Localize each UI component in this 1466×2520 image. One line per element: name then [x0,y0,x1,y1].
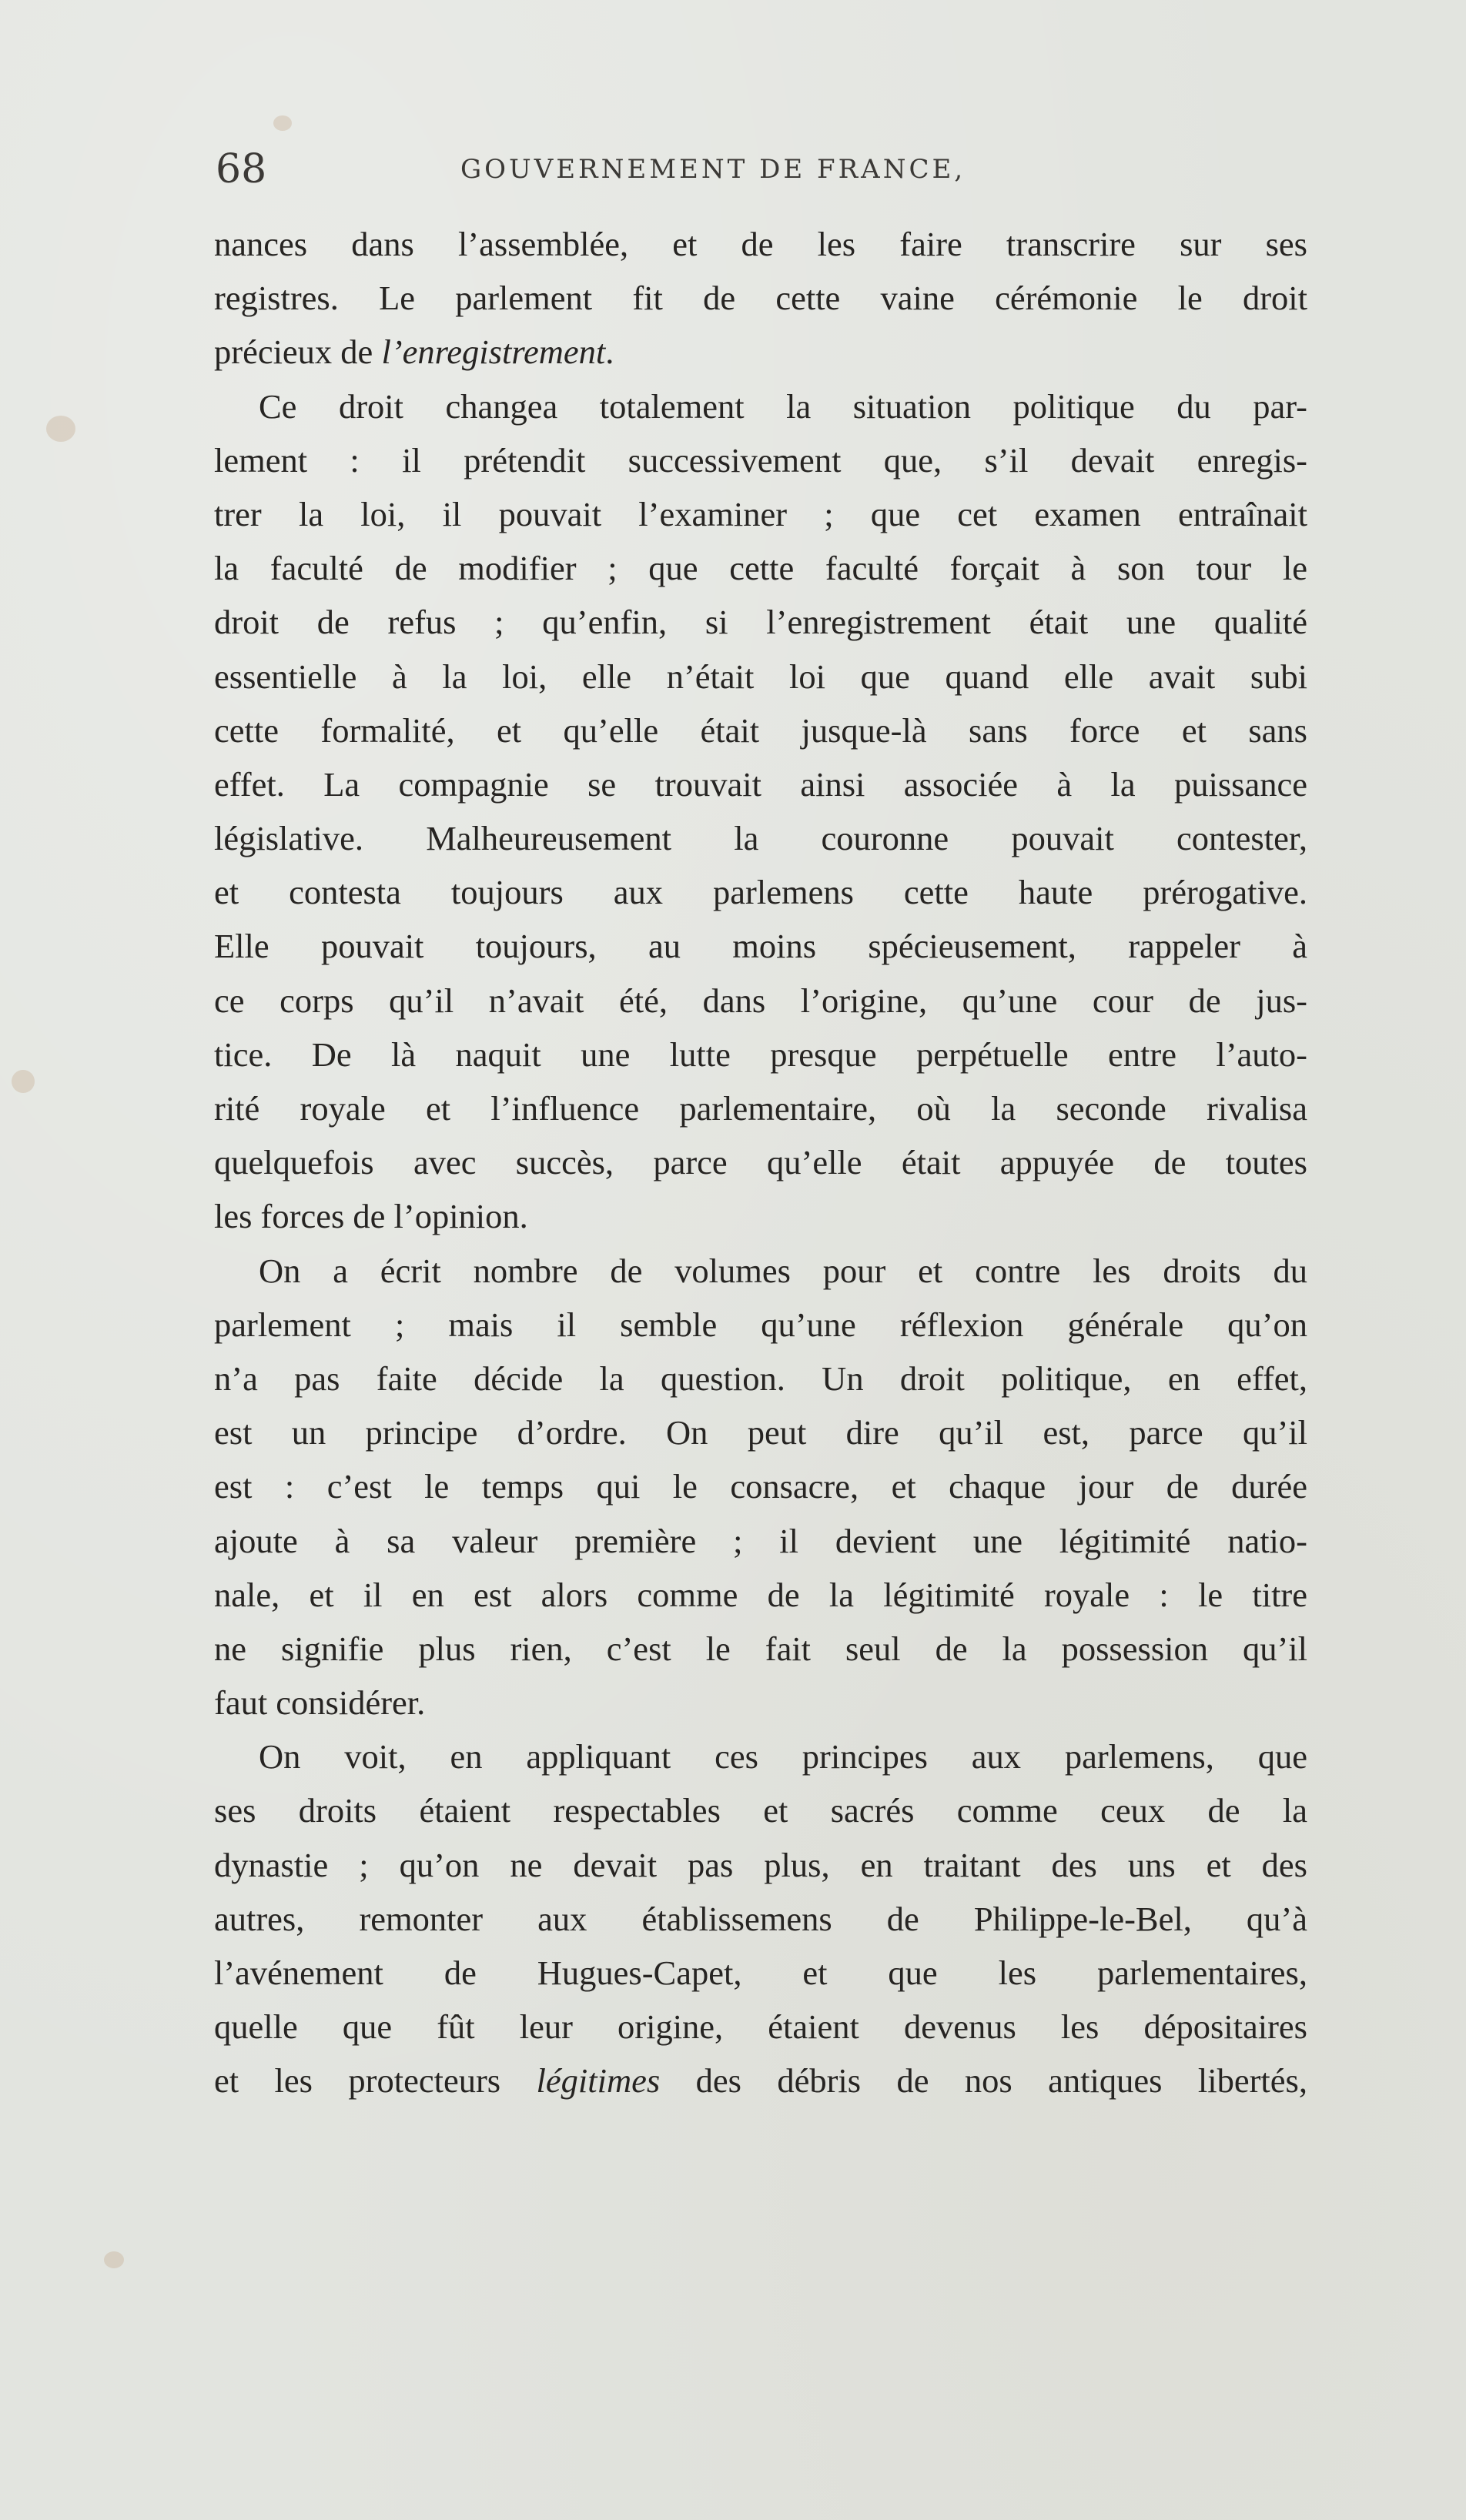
text-segment: droit de refus ; qu’enfin, si l’enregistrement était une qualité [214,603,1307,642]
text-segment: Elle pouvait toujours, au moins spécieusement, rappeler à [214,927,1307,966]
text-segment: On voit, en appliquant ces principes aux parlemens, que [259,1737,1307,1776]
foxing-spot [104,2251,124,2268]
text-segment: essentielle à la loi, elle n’était loi que quand elle avait subi [214,657,1307,696]
text-segment: . [605,333,614,372]
text-line [214,974,1307,1028]
text-line [214,1514,1307,1568]
text-segment: la faculté de modifier ; que cette faculté forçait à son tour le [214,549,1307,588]
text-line [214,1838,1307,1892]
text-line [214,595,1307,649]
text-line [214,704,1307,757]
text-segment: n’a pas faite décide la question. Un droit politique, en effet, [214,1359,1307,1398]
foxing-spot [273,115,292,131]
text-segment: les forces de l’opinion. [214,1197,528,1236]
text-segment: nances dans l’assemblée, et de les faire transcrire sur ses [214,225,1307,263]
text-segment: tice. De là naquit une lutte presque perpétuelle entre l’auto- [214,1034,1307,1074]
text-line [214,1783,1307,1837]
page-number: 68 [216,146,267,192]
text-segment: parlement ; mais il semble qu’une réflexion générale qu’on [214,1305,1307,1344]
text-segment: faut considérer. [214,1683,426,1723]
text-segment: ajoute à sa valeur première ; il devient une légitimité natio- [214,1521,1307,1560]
text-segment: est : c’est le temps qui le consacre, et chaque jour de durée [214,1467,1307,1506]
text-line [214,541,1307,595]
text-segment: quelquefois avec succès, parce qu’elle était appuyée de toutes [214,1143,1307,1182]
text-line [214,1405,1307,1459]
text-segment: rité royale et l’influence parlementaire, où la seconde rivalisa [214,1089,1307,1128]
text-line [214,271,1307,325]
text-segment: ses droits étaient respectables et sacrés comme ceux de la [214,1791,1307,1830]
italic-term: légitimes [536,2061,661,2101]
text-segment: effet. La compagnie se trouvait ainsi associée à la puissance [214,764,1307,804]
text-segment: quelle que fût leur origine, étaient devenus les dépositaires [214,2007,1307,2047]
page-header [216,146,1309,200]
text-line [214,1676,1307,1730]
text-line [214,919,1307,973]
text-line [214,1730,1307,1783]
text-segment: trer la loi, il pouvait l’examiner ; que cet examen entraînait [214,494,1307,533]
text-line [214,379,1307,433]
text-line [214,2054,1307,2107]
text-line [214,1892,1307,1946]
foxing-spot [46,416,75,442]
text-segment: lement : il prétendit successivement que, s’il devait enregis- [214,440,1307,480]
text-line [214,1189,1307,1243]
text-segment: l’avénement de Hugues-Capet, et que les parlementaires, [214,1954,1307,1992]
text-segment: est un principe d’ordre. On peut dire qu’il est, parce qu’il [214,1413,1307,1452]
text-line [214,1244,1307,1298]
text-line [214,650,1307,704]
text-line [214,217,1307,271]
text-line [214,1352,1307,1405]
body-text [214,217,1307,2108]
text-line [214,865,1307,919]
text-line [214,325,1307,379]
text-segment: nale, et il en est alors comme de la légitimité royale : le titre [214,1575,1307,1614]
text-line [214,1459,1307,1513]
text-segment: législative. Malheureusement la couronne pouvait contester, [214,819,1307,858]
text-line [214,1568,1307,1622]
italic-term: l’enregistrement [381,333,606,372]
text-segment: dynastie ; qu’on ne devait pas plus, en traitant des uns et des [214,1845,1307,1884]
text-segment: registres. Le parlement fit de cette vaine cérémonie le droit [214,279,1307,318]
foxing-spot [12,1070,35,1093]
text-segment: Ce droit changea totalement la situation politique du par- [259,386,1307,426]
text-segment: cette formalité, et qu’elle était jusque-là sans force et sans [214,710,1307,750]
text-segment: et contesta toujours aux parlemens cette haute prérogative. [214,873,1307,912]
running-head: GOUVERNEMENT DE FRANCE, [460,154,966,185]
text-segment: ce corps qu’il n’avait été, dans l’origine, qu’une cour de jus- [214,981,1307,1020]
text-segment: précieux de [214,333,382,372]
text-line [214,1298,1307,1352]
text-segment: et les protecteurs [214,2061,537,2101]
text-segment: ne signifie plus rien, c’est le fait seul de la possession qu’il [214,1629,1307,1668]
text-line [214,811,1307,865]
text-line [214,2000,1307,2054]
text-line [214,487,1307,541]
text-segment: autres, remonter aux établissemens de Philippe-le-Bel, qu’à [214,1899,1307,1938]
text-line [214,1028,1307,1081]
text-line [214,1622,1307,1676]
text-line [214,433,1307,487]
text-line [214,757,1307,811]
text-segment: On a écrit nombre de volumes pour et contre les droits du [259,1251,1307,1290]
text-line [214,1135,1307,1189]
text-line [214,1946,1307,2000]
text-line [214,1081,1307,1135]
text-segment: des débris de nos antiques libertés, [660,2061,1307,2101]
